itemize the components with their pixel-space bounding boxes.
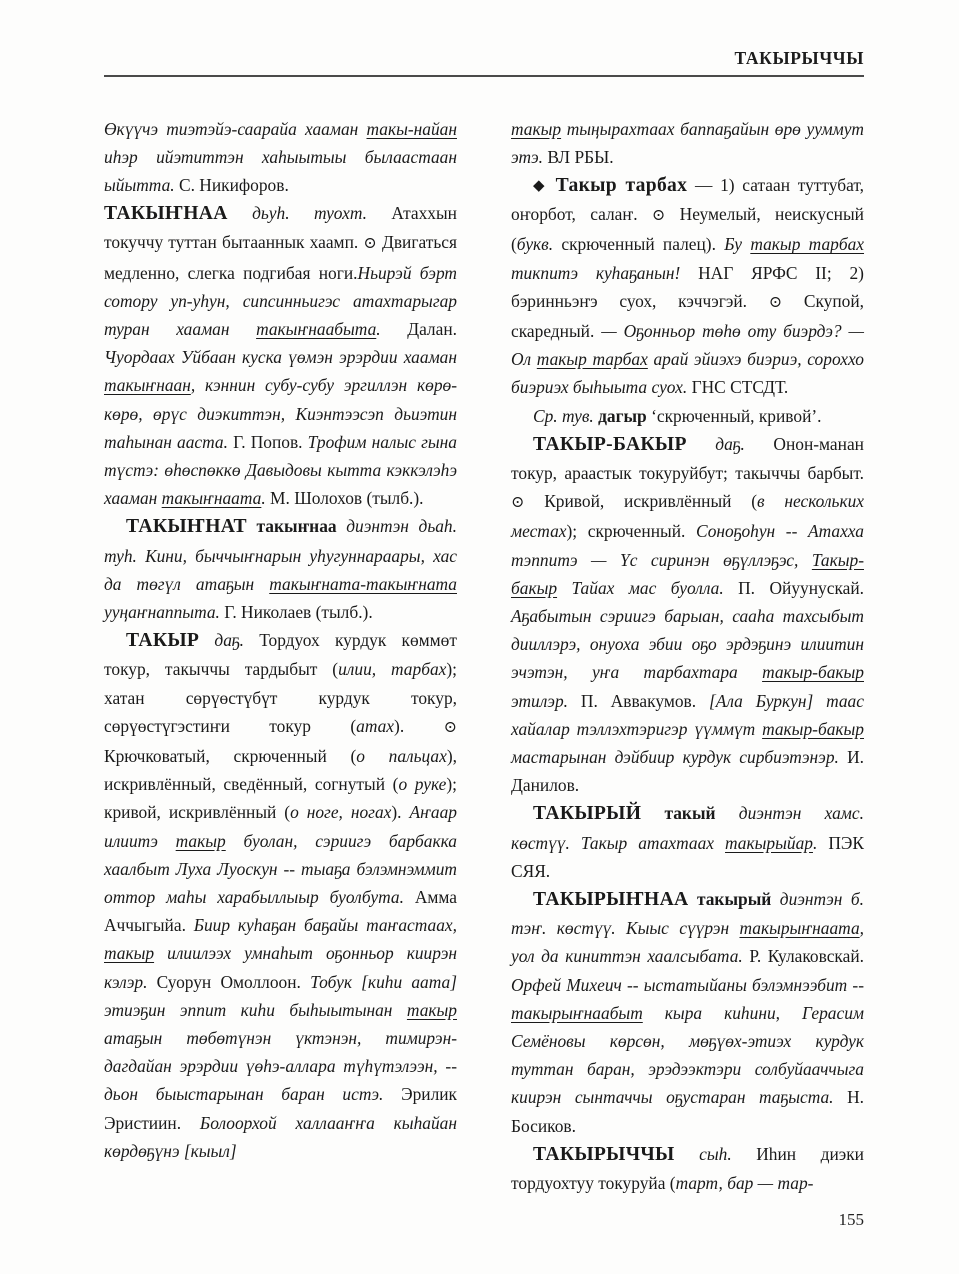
text-run: о пальцах [356,745,447,766]
text-run: Р. Кулаковскай. [742,946,864,967]
text-run: ). [394,715,405,736]
cross-reference: такыҥнаа [256,516,337,537]
grammar-label: даҕ. [715,433,745,454]
cross-reference: такырый [696,888,772,909]
text-run: ГНС СТСДТ. [687,377,789,398]
column-right [511,115,864,1198]
entry-takyr-bakyr [511,430,864,800]
column-left [104,115,457,1198]
sense-number: 1) [720,174,735,195]
text-run: этилэр. [511,690,568,711]
text-run: сатаан туттубат, оҥорбот, салаҥ. [511,174,864,225]
text-run: Орфей Михеич -- ыстатыйаны бэлэмнээбит -- [511,974,864,995]
text-run: Тайах мас буолла. [557,577,724,598]
text-run: такыр-бакыр [762,662,864,683]
compare-note-tuvan [511,402,864,430]
text-run: букв. [516,234,554,255]
text-run: Соноҕоһун -- Атахха тэппитэ — Үс сиринэн өҕүллэҕэс, [511,521,864,570]
text-run: ); скрюченный. [566,521,686,542]
translation-marker-icon: ⊙ [363,235,377,253]
two-column-body [104,115,864,1198]
text-run: такыр [406,999,457,1020]
text-run: илиилээх умнаһыт оҕонньор киирэн кэлэр. [104,943,457,992]
text-run: , уол да киниттэн хаалсыбата. [511,918,864,967]
translation-marker-icon: ⊙ [768,293,783,311]
text-run: П. Ойуунускай. [723,577,864,598]
entry-continuation-takyr [511,115,864,171]
text-run: И. Данилов. [511,746,864,796]
text-run: Кини, быччыҥнарын уһугуннараары, хас да төгүл атаҕын [104,545,457,594]
text-run: такыр [511,118,562,139]
translation-marker-icon: ⊙ [443,718,457,736]
text-run: Биир куһаҕан баҕайы таҥастаах, [185,915,457,936]
grammar-label: дьуһ. туохт. [252,203,367,224]
text-run: тыңырахтаах баппаҕайын өрө ууммут этэ. [511,118,864,167]
entry-continuation-takynnaan [104,115,457,200]
text-run: мастарынан дэйбиир курдук сирбиэтэнэр. [511,746,839,767]
text-run: ‘скрюченный, кривой’. [646,405,822,426]
text-run: буолан, сэриигэ барбакка хаалбыт Луха Луоскун -- тыаҕа бэлэмнэммит оттор маһы харабыллыыр буолбута. [104,830,457,907]
entry-takynnaa [104,199,457,512]
entry-takynnat [104,512,457,626]
entry-takyryy [511,799,864,885]
headword: ТАКЫРЫЙ [533,803,642,825]
text-run: Иһин диэки тордуохтуу токуруйа ( [511,1143,864,1194]
text-run: тарт, бар — тар- [675,1173,814,1194]
page-number: 155 [838,1210,864,1229]
text-run: . [261,488,266,509]
text-run: Ср. тув. [533,405,594,426]
phrase-headword: Такыр тарбах [555,174,688,196]
text-run: Ньирэй бэрт сотору уп-уһун, сипсинньигэс атахтарыгар туран хааман [104,262,457,339]
headword: ТАКЫРЫҤНАА [533,888,689,910]
text-run: С. Никифоров. [174,174,289,195]
text-run: ууңаҥнаппыта. [104,601,220,622]
text-run: такыр-бакыр [762,718,864,739]
em-dash: — [694,174,713,195]
entry-takyrynnaa [511,885,864,1140]
text-run: такырыйар [725,832,813,853]
grammar-label: даҕ. [214,630,244,651]
text-run: такыҥната-такыҥната [269,573,457,594]
text-run: НАГ ЯРФС II; [680,262,832,283]
text-run: П. Аввакумов. [568,690,697,711]
entry-takyryccy [511,1140,864,1197]
header-rule [104,75,864,77]
text-run: Бу [715,234,751,255]
text-run: иһэр ийэтиттэн хаһыытыы былаастаан ыйытта. [104,146,457,195]
text-run: Н. Босиков. [511,1087,864,1136]
text-run: атаҕын төбөтүнэн үктэнэн, тимирэн-дагдайан эрэрдии үөһэ-аллара түһүтэлээн, -- дьон быыстарынан баран истэ. [104,1028,457,1105]
text-run: такыр [104,943,155,964]
text-run: в нескольких местах [511,491,864,542]
headword: ТАКЫҤНАА [104,203,228,225]
text-run: ). [391,802,402,823]
text-run: ПЭК СЯЯ. [511,832,864,881]
translation-marker-icon: ⊙ [651,207,666,225]
text-run: Суорун Омоллоон. [147,971,301,992]
text-run: — Оҕонньор төһө оту биэрдэ? — Ол [511,320,864,370]
text-run: Трофим налыс гына түстэ: өһөспөккө Давыдовы кытта кэккэлэһэ хааман [104,431,457,509]
running-head: ТАКЫРЫЧЧЫ [734,48,864,68]
text-run: дагыр [593,405,647,426]
text-run: о руке [398,774,447,795]
text-run: такыр тарбах [536,349,648,370]
grammar-label: диэнтэн дьаһ. туһ. [104,516,457,566]
text-run: . [812,832,818,853]
text-run: такыҥнаабыта [256,318,377,339]
grammar-label: диэнтэн б. тэҥ. көстүү. [511,888,864,939]
text-run: Двигаться медленно, слегка подгибая ноги. [104,232,457,283]
text-run: Далан. [380,318,457,339]
text-run: Г. Николаев (тылб.). [219,601,373,622]
text-run: Г. Попов. [227,431,303,452]
text-run: ), искривлённый, сведённый, согнутый ( [104,745,457,795]
text-run: Крючковатый, скрюченный ( [104,745,357,766]
text-run: такырыҥнаата [739,918,860,939]
text-run: . [376,318,381,339]
headword: ТАКЫР-БАКЫР [533,433,687,455]
entry-takyr [104,626,457,1165]
headword: ТАКЫР [126,630,200,652]
text-run: Тордуох курдук көммөт токур, такыччы тардыбыт ( [104,630,457,680]
text-run: Аҕабытын сэриигэ барыан, сааһа тахсыбыт дииллэрэ, онуоха эбии оҕо эрдэҕинэ илиитин эчэтэн, уҥа тарбахтара [511,605,864,683]
text-run: такыҥнаата [161,488,262,509]
text-run: Кыыс сүүрэн [626,918,740,939]
text-run: Такыр атахтаах [580,832,726,853]
text-run: Неумелый, неискусный ( [511,204,864,255]
text-run: , кэннин субу-субу эргиллэн көрө-көрө, өрүс диэкиттэн, Киэнтээсэп дьиэтин таһынан ааста. [104,375,457,452]
text-run: Такыр-бакыр [511,549,864,598]
text-run: Кривой, искривлённый ( [544,491,758,512]
sense-number: 2) [849,262,864,283]
text-run: ); кривой, искривлённый ( [104,774,457,823]
grammar-label: диэнтэн хамс. көстүү. [511,803,864,853]
headword: ТАКЫҤНАТ [126,516,247,538]
text-run: Тобук [киһи аата] этиэҕин эппит киһи быһыытынан [104,971,457,1020]
text-run: Болоорхой халлааҥҥа кыһайан көрдөҕүнэ [кыыл] [104,1112,457,1161]
text-run: Аҥаар илиитэ [104,802,457,851]
text-run: о ноге, ногах [290,802,392,823]
text-run: такыр [175,830,226,851]
phrase-marker-icon: ◆ [533,177,548,194]
text-run: скрюченный палец). [553,234,716,255]
translation-marker-icon: ⊙ [511,494,525,512]
text-run: Скупой, скаредный. [511,290,864,341]
text-run: такы-найан [366,118,457,139]
text-run: Атаххын токуччу туттан бытааннык хаамп. [104,203,457,253]
text-run: Өкүүчэ тиэтэйэ-саарайа хааман [104,118,367,139]
text-run: такыҥнаан [104,375,191,396]
text-run: кыра киһини, Герасим Семёновы көрсөн, мөҕүөх-этиэх курдук туттан баран, эрэдээктэри солбуйааччыга киирэн сынтаччы оҕустаран таҕыста. [511,1002,864,1108]
text-run: такыр тарбах [750,234,865,255]
text-run: ВЛ РБЫ. [543,146,614,167]
headword: ТАКЫРЫЧЧЫ [533,1143,675,1165]
text-run: Эрилик Эристиин. [104,1084,458,1133]
text-run: Чуордаах Уйбаан куска үөмэн эрэрдии хааман [104,347,457,368]
text-run: [Ала Буркун] таас хайалар тэллэхтэригэр үүммүт [511,690,864,739]
page-content-area [104,50,864,1197]
text-run: Амма Аччыгыйа. [104,886,457,936]
text-run: такырыҥнаабыт [511,1002,643,1023]
grammar-label: сыһ. [699,1143,732,1164]
text-run: Онон-манан токур, араастык токуруйбут; такыччы барбыт. [511,433,864,483]
text-run: ); хатан сөрүөстүбүт курдук токур, сөрүөстүгэстиҥи токур ( [104,659,457,736]
text-run: илии, тарбах [338,659,447,680]
text-run: бэринньэҥэ суох, кэччэгэй. [511,290,747,311]
text-run: М. Шолохов (тылб.). [265,488,424,509]
text-run: тикпитэ куһаҕанын! [511,262,681,283]
cross-reference: такый [664,803,716,824]
phrase-takyr-tarbakh [511,171,864,402]
text-run: арай эйиэхэ биэриэ, сороххо биэриэх быһыыта суох. [511,349,864,398]
text-run: атах [356,715,395,736]
